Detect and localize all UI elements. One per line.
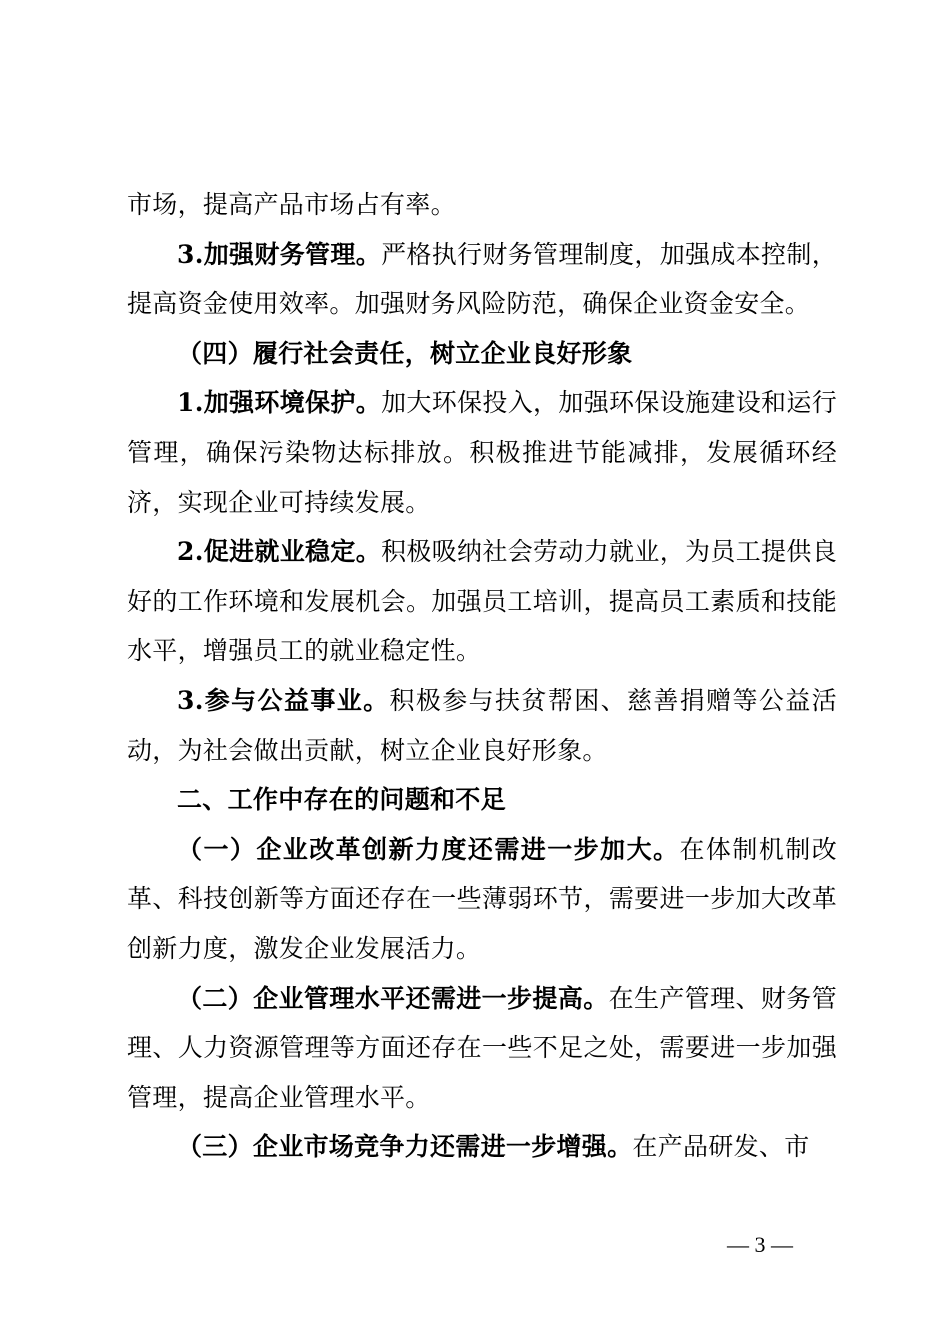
section-heading-social-responsibility-text: （四）履行社会责任，树立企业良好形象 — [177, 338, 633, 368]
section-heading-problems — [127, 775, 837, 825]
paragraph-reform-innovation-lead: （一）企业改革创新力度还需进一步加大。 — [177, 834, 680, 864]
paragraph-finance-management-text: 严格执行财务管理制度，加强成本控制，提高资金使用效率。加强财务风险防范，确保企业资金安全。 — [127, 239, 837, 319]
paragraph-reform-innovation — [127, 825, 837, 974]
paragraph-finance-management — [127, 230, 837, 329]
paragraph-employment-stability — [127, 527, 837, 676]
paragraph-public-welfare — [127, 676, 837, 775]
paragraph-management-level-lead: （二）企业管理水平还需进一步提高。 — [177, 983, 609, 1013]
paragraph-environment-protection — [127, 378, 837, 527]
paragraph-employment-stability-lead: 2.促进就业稳定。 — [177, 537, 382, 567]
paragraph-1-text: 市场，提高产品市场占有率。 — [127, 190, 456, 219]
paragraph-finance-management-lead: 3.加强财务管理。 — [177, 239, 382, 269]
document-body — [127, 180, 837, 1172]
paragraph-employment-stability-text: 积极吸纳社会劳动力就业，为员工提供良好的工作环境和发展机会。加强员工培训，提高员工素质和技能水平，增强员工的就业稳定性。 — [127, 537, 837, 666]
page-number: — 3 — — [727, 1232, 793, 1257]
paragraph-market-competitiveness — [127, 1122, 837, 1172]
section-heading-social-responsibility — [127, 329, 837, 379]
section-heading-problems-text: 二、工作中存在的问题和不足 — [177, 785, 506, 815]
paragraph-market-competitiveness-text: 在产品研发、市 — [632, 1132, 810, 1162]
paragraph-management-level-text: 在生产管理、财务管理、人力资源管理等方面还存在一些不足之处，需要进一步加强管理，提高企业管理水平。 — [127, 983, 837, 1112]
paragraph-reform-innovation-text: 在体制机制改革、科技创新等方面还存在一些薄弱环节，需要进一步加大改革创新力度，激发企业发展活力。 — [127, 834, 837, 963]
paragraph-1 — [127, 180, 837, 230]
paragraph-public-welfare-lead: 3.参与公益事业。 — [177, 685, 390, 715]
paragraph-public-welfare-text: 积极参与扶贫帮困、慈善捐赠等公益活动，为社会做出贡献，树立企业良好形象。 — [127, 685, 837, 765]
paragraph-market-competitiveness-lead: （三）企业市场竞争力还需进一步增强。 — [177, 1132, 633, 1162]
paragraph-environment-protection-lead: 1.加强环境保护。 — [177, 388, 382, 418]
paragraph-environment-protection-text: 加大环保投入，加强环保设施建设和运行管理，确保污染物达标排放。积极推进节能减排，发展循环经济，实现企业可持续发展。 — [127, 388, 837, 517]
paragraph-management-level — [127, 974, 837, 1123]
